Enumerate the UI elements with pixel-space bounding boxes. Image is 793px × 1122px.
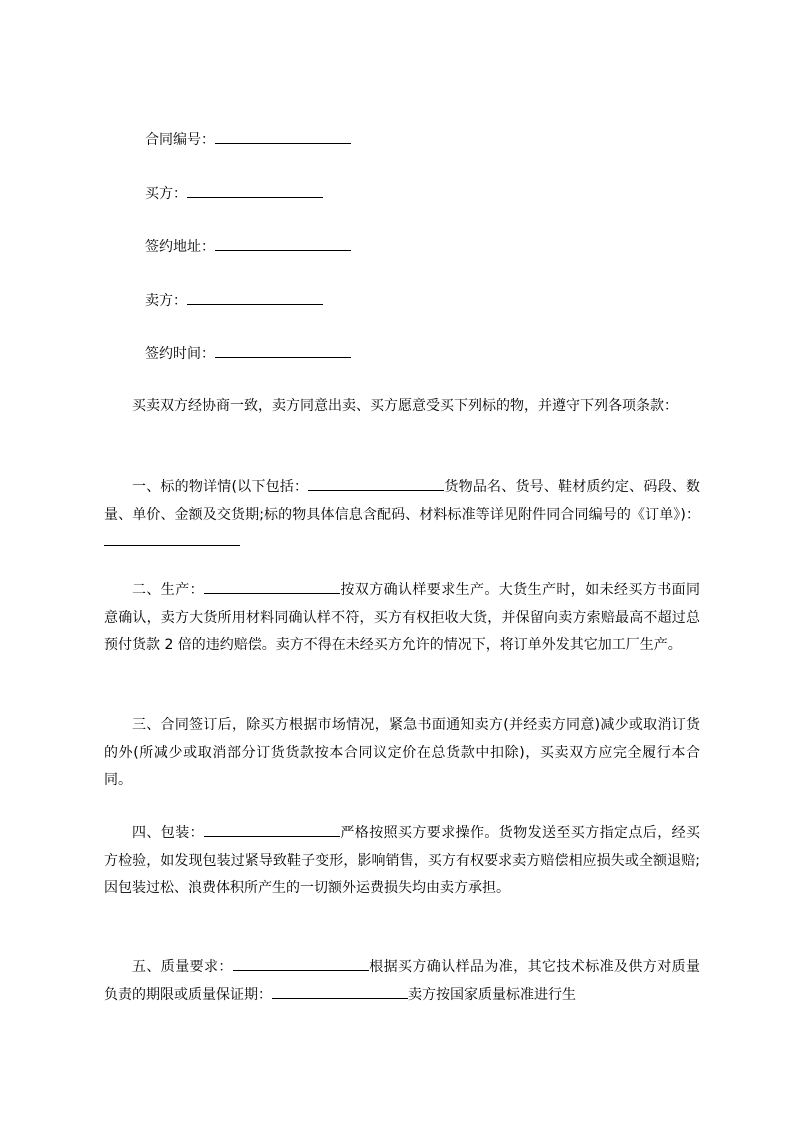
clause-4 bbox=[104, 820, 700, 903]
signing-address-label: 签约地址： bbox=[145, 239, 215, 255]
seller-label: 卖方： bbox=[145, 293, 187, 309]
clause-1 bbox=[104, 474, 700, 557]
buyer-field bbox=[145, 184, 323, 204]
clause-3 bbox=[104, 712, 700, 795]
clause-1-blank-1[interactable] bbox=[308, 477, 444, 491]
signing-time-label: 签约时间： bbox=[145, 346, 215, 362]
seller-blank[interactable] bbox=[187, 291, 323, 305]
contract-number-field bbox=[145, 130, 351, 150]
intro-paragraph bbox=[104, 393, 700, 421]
signing-address-field bbox=[145, 237, 351, 257]
clause-3-text: 三、合同签订后，除买方根据市场情况，紧急书面通知卖方(并经卖方同意)减少或取消订货的外(所减少或取消部分订货货款按本合同议定价在总货款中扣除)，买卖双方应完全履行本合同。 bbox=[104, 717, 700, 788]
seller-field bbox=[145, 291, 323, 311]
clause-5-blank-1[interactable] bbox=[233, 957, 369, 971]
clause-5-heading: 五、质量要求： bbox=[132, 959, 233, 975]
clause-2-blank[interactable] bbox=[204, 580, 340, 594]
contract-number-label: 合同编号： bbox=[145, 132, 215, 148]
buyer-blank[interactable] bbox=[187, 184, 323, 198]
clause-5 bbox=[104, 954, 700, 1009]
clause-4-blank[interactable] bbox=[204, 823, 340, 837]
signing-time-blank[interactable] bbox=[215, 344, 351, 358]
clause-4-body: 严格按照买方要求操作。货物发送至买方指定点后，经买方检验，如发现包装过紧导致鞋子变形，影响销售，买方有权要求卖方赔偿相应损失或全额退赔;因包装过松、浪费体积所产生的一切额外运费损失均由卖方承担。 bbox=[104, 825, 700, 896]
clause-1-body: 货物品名、货号、鞋材质约定、码段、数量、单价、金额及交货期;标的物具体信息含配码、材料标准等详见附件同合同编号的《订单》)： bbox=[104, 479, 700, 523]
clause-5-tail: 卖方按国家质量标准进行生 bbox=[408, 986, 576, 1003]
contract-number-blank[interactable] bbox=[215, 130, 351, 144]
clause-2-heading: 二、生产： bbox=[132, 582, 204, 598]
clause-2-body: 按双方确认样要求生产。大货生产时，如未经买方书面同意确认，卖方大货所用材料同确认样不符，买方有权拒收大货，并保留向卖方索赔最高不超过总预付货款 2 倍的违约赔偿。卖方不得在未经买方允许的情况下，将订单外发其它加工厂生产。 bbox=[104, 582, 700, 653]
clause-2 bbox=[104, 577, 700, 660]
intro-text: 买卖双方经协商一致，卖方同意出卖、买方愿意受买下列标的物，并遵守下列各项条款： bbox=[132, 398, 678, 414]
clause-5-body: 根据买方确认样品为准，其它技术标准及供方对质量负责的期限或质量保证期： bbox=[104, 959, 701, 1003]
buyer-label: 买方： bbox=[145, 186, 187, 202]
clause-1-heading: 一、标的物详情(以下包括： bbox=[132, 479, 309, 495]
signing-address-blank[interactable] bbox=[215, 237, 351, 251]
clause-5-blank-2[interactable] bbox=[272, 985, 408, 999]
clause-4-heading: 四、包装： bbox=[132, 825, 204, 841]
clause-1-blank-2[interactable] bbox=[104, 532, 240, 546]
signing-time-field bbox=[145, 344, 351, 364]
